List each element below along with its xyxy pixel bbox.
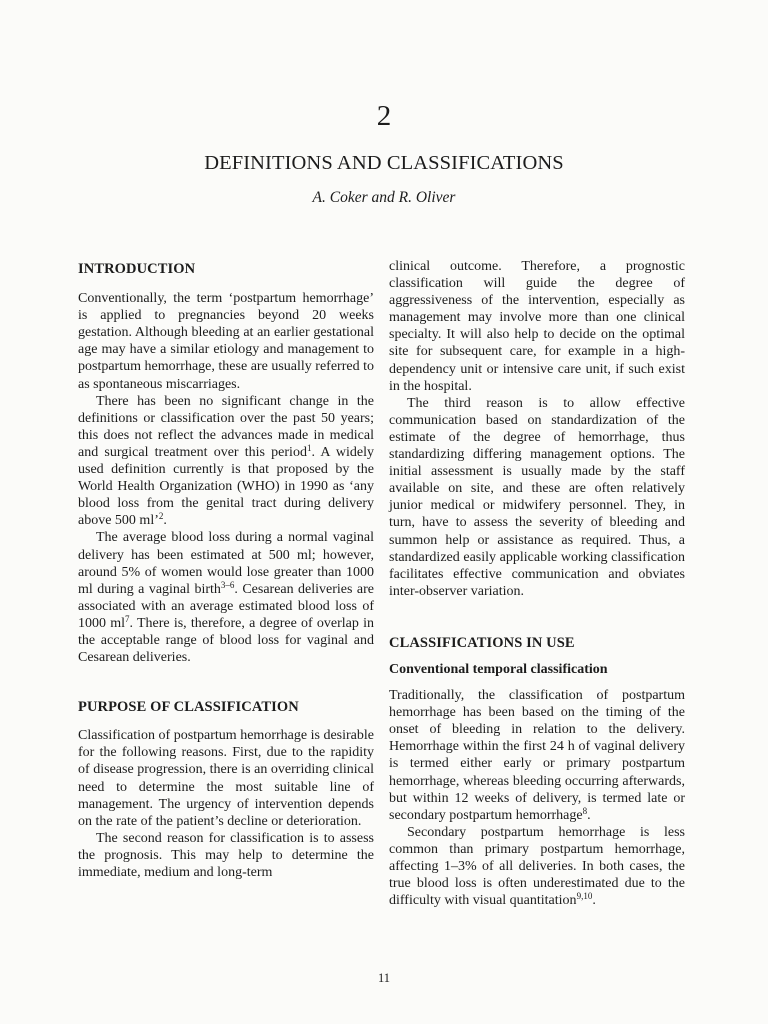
citation: 1 <box>306 442 312 453</box>
introduction-paragraph-1: Conventionally, the term ‘postpartum hemorrhage’ is applied to pregnancies beyond 20 weeks gestation. Although bleeding at an earlier gestational age may have a similar etiology and management to postpartum hemorrhage, these are usually referred to as spontaneous miscarriages. <box>78 291 374 392</box>
chapter-title: DEFINITIONS AND CLASSIFICATIONS <box>204 152 564 174</box>
temporal-classification-subheading: Conventional temporal classification <box>389 661 608 677</box>
page-number: 11 <box>377 971 391 985</box>
right-column <box>389 258 685 909</box>
chapter-number: 2 <box>376 100 392 132</box>
purpose-paragraph-2-start: The second reason for classification is to assess the prognosis. This may help to determine the immediate, medium and long-term <box>78 830 374 880</box>
classifications-paragraph-1: Traditionally, the classification of postpartum hemorrhage has been based on the timing of the onset of bleeding in relation to the delivery. Hemorrhage within the first 24 h of vaginal delivery is termed either early or primary postpartum hemorrhage, whereas bleeding occurring afterwards, but within 12 weeks of delivery, is termed late or secondary postpartum hemorrhage$^8$. <box>389 688 685 823</box>
citation: 9,10 <box>576 891 593 902</box>
chapter-authors: A. Coker and R. Oliver <box>312 189 456 206</box>
purpose-paragraph-1: Classification of postpartum hemorrhage is desirable for the following reasons. First, due to the rapidity of disease progression, there is an overriding clinical need to determine the most suitable line of management. The urgency of intervention depends on the rate of the patient’s decline or deterioration. <box>78 728 374 829</box>
citation: 3–6 <box>220 579 235 590</box>
classifications-paragraph-2: Secondary postpartum hemorrhage is less common than primary postpartum hemorrhage, affecting 1–3% of all deliveries. In both cases, the true blood loss is often underestimated due to the difficulty with visual quantitation$^{9,10}$. <box>389 824 685 909</box>
citation: 2 <box>158 511 164 522</box>
purpose-paragraph-3: The third reason is to allow effective communication based on standardization of the estimate of the degree of hemorrhage, thus standardizing differing management options. The initial assessment is usually made by the staff available on site, and these are often relatively junior medical or midwifery personnel. They, in turn, have to assess the severity of bleeding and summon help or assistance as required. Thus, a standardized easily applicable working classification facilitates effective communication and obviates inter-observer variation. <box>389 395 685 599</box>
purpose-heading: PURPOSE OF CLASSIFICATION <box>78 699 299 716</box>
purpose-paragraph-2-continued: clinical outcome. Therefore, a prognostic classification will guide the degree of aggressiveness of the intervention, especially as management may involve more than one clinical specialty. It will also help to decide on the optimal site for subsequent care, for example in a high-dependency unit or intensive care unit, if such exist in the hospital. <box>389 259 685 394</box>
introduction-paragraph-3: The average blood loss during a normal vaginal delivery has been estimated at 500 ml; however, around 5% of women would lose greater than 1000 ml during a vaginal birth$^{3-6}$. Cesarean deliveries are associated with an average estimated blood loss of 1000 $ml^7$. There is, therefore, a degree of overlap in the acceptable range of blood loss for vaginal and Cesarean deliveries. <box>78 530 375 666</box>
citation: 8 <box>582 805 588 816</box>
citation: 7 <box>125 613 130 624</box>
introduction-heading: INTRODUCTION <box>78 261 196 277</box>
classifications-heading: CLASSIFICATIONS IN USE <box>389 634 575 651</box>
left-column <box>78 258 374 881</box>
introduction-paragraph-2: There has been no significant change in the definitions or classification over the past 50 years; this does not reflect the advances made in medical and surgical treatment over this period$^1$. A widely used definition currently is that proposed by the World Health Organization (WHO) in 1990 as ‘any blood loss from the genital tract during delivery above 500 ml’$^2$. <box>78 393 374 529</box>
